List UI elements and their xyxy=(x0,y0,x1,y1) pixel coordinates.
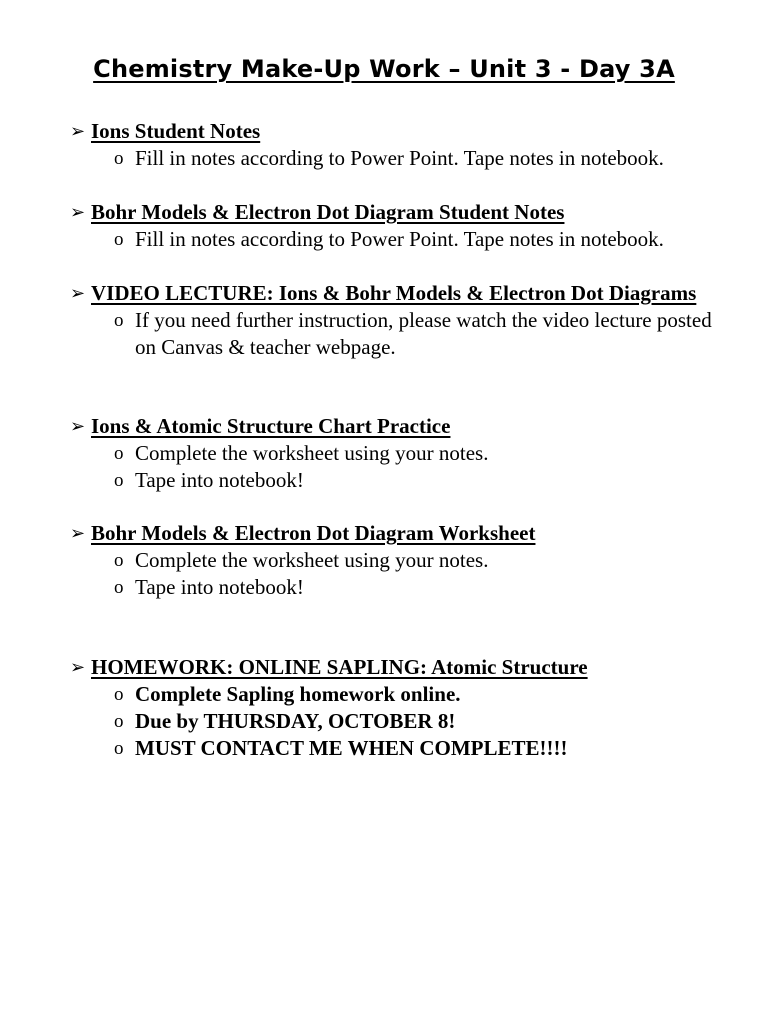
item-list xyxy=(70,226,730,253)
section-ions-atomic-structure-chart xyxy=(70,413,730,494)
item-list xyxy=(70,307,730,361)
section-bohr-models-worksheet xyxy=(70,520,730,601)
item-list xyxy=(70,145,730,172)
item-list xyxy=(70,681,730,762)
section-heading: ➢ Ions & Atomic Structure Chart Practice xyxy=(70,414,451,438)
list-item: o Complete Sapling homework online. xyxy=(114,682,461,706)
item-list xyxy=(70,547,730,601)
list-item: o Complete the worksheet using your notes. xyxy=(114,548,489,572)
item-list xyxy=(70,440,730,494)
list-item: o Tape into notebook! xyxy=(114,468,304,492)
arrow-bullet-icon: ➢ xyxy=(70,523,86,544)
section-heading: ➢ VIDEO LECTURE: Ions & Bohr Models & Electron Dot Diagrams xyxy=(70,281,697,305)
list-item: o Tape into notebook! xyxy=(114,575,304,599)
section-heading: ➢ Ions Student Notes xyxy=(70,119,261,143)
page-title: Chemistry Make-Up Work – Unit 3 - Day 3A xyxy=(93,55,675,83)
circle-bullet-icon: o xyxy=(114,310,124,331)
list-item: o MUST CONTACT ME WHEN COMPLETE!!!! xyxy=(114,736,568,760)
circle-bullet-icon: o xyxy=(114,470,124,491)
circle-bullet-icon: o xyxy=(114,684,124,705)
arrow-bullet-icon: ➢ xyxy=(70,416,86,437)
section-homework xyxy=(70,654,730,762)
list-item: o If you need further instruction, please watch the video lecture posted on Canvas & teacher webpage. xyxy=(114,308,712,359)
list-item: o Due by THURSDAY, OCTOBER 8! xyxy=(114,709,456,733)
arrow-bullet-icon: ➢ xyxy=(70,657,86,678)
circle-bullet-icon: o xyxy=(114,443,124,464)
section-heading: ➢ HOMEWORK: ONLINE SAPLING: Atomic Structure xyxy=(70,655,588,679)
circle-bullet-icon: o xyxy=(114,711,124,732)
list-item: o Complete the worksheet using your notes. xyxy=(114,441,489,465)
circle-bullet-icon: o xyxy=(114,229,124,250)
arrow-bullet-icon: ➢ xyxy=(70,202,86,223)
circle-bullet-icon: o xyxy=(114,577,124,598)
section-video-lecture xyxy=(70,280,730,361)
circle-bullet-icon: o xyxy=(114,148,124,169)
section-heading: ➢ Bohr Models & Electron Dot Diagram Worksheet xyxy=(70,521,536,545)
section-ions-student-notes xyxy=(70,118,730,172)
arrow-bullet-icon: ➢ xyxy=(70,121,86,142)
circle-bullet-icon: o xyxy=(114,738,124,759)
section-bohr-models-student-notes xyxy=(70,199,730,253)
arrow-bullet-icon: ➢ xyxy=(70,283,86,304)
section-heading: ➢ Bohr Models & Electron Dot Diagram Student Notes xyxy=(70,200,565,224)
list-item: o Fill in notes according to Power Point. Tape notes in notebook. xyxy=(114,146,664,170)
circle-bullet-icon: o xyxy=(114,550,124,571)
list-item: o Fill in notes according to Power Point. Tape notes in notebook. xyxy=(114,227,664,251)
